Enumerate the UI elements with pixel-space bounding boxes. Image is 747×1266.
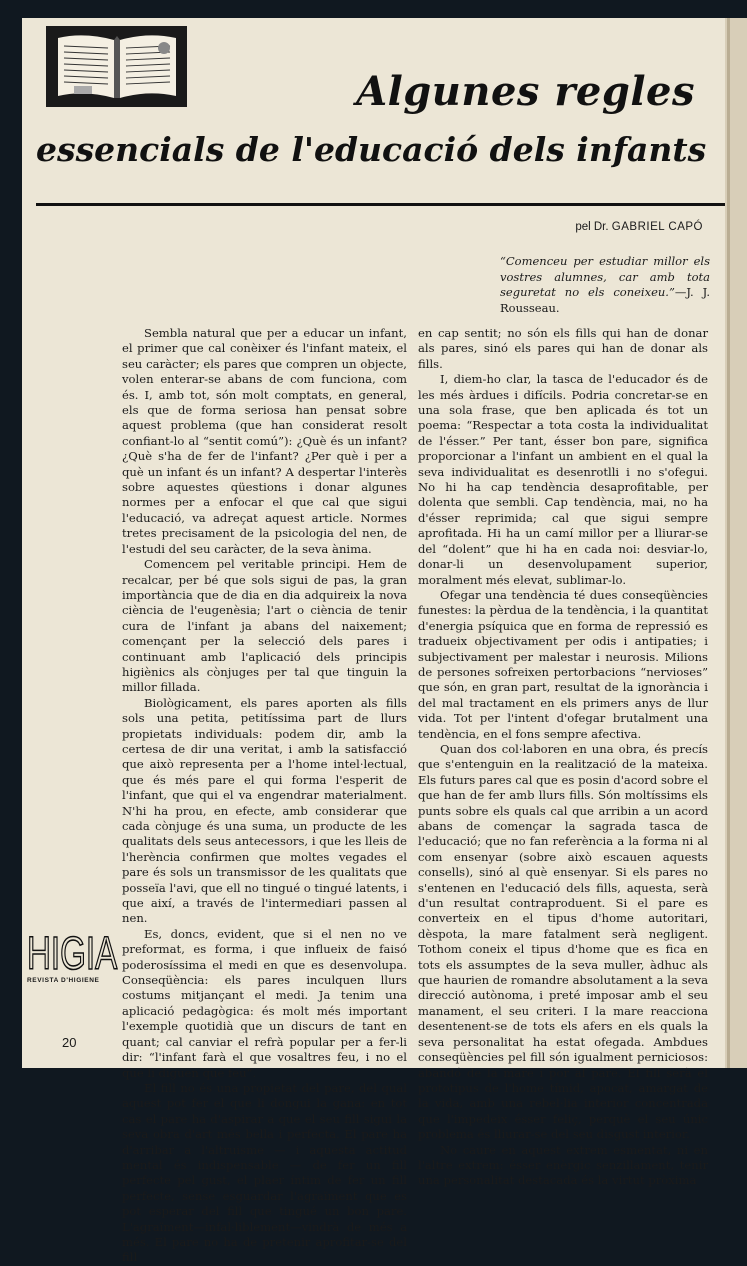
- author-byline: [575, 221, 703, 233]
- paragraph-continuation: en cap sentit; no són els fills qui han de donar als pares, sinó els pares qui han de donar als fills.: [418, 326, 708, 371]
- article-title-line-2: essencials de l'educació dels infants: [36, 130, 707, 169]
- title-rule: [36, 203, 726, 206]
- page-number: 20: [62, 1035, 77, 1050]
- paragraph: Ofegar una tendència té dues conseqüències funestes: la pèrdua de la tendència, i la quantitat d'energia psíquica que en forma de repressió es tradueix objectivament per odis i antipaties; i subjectivament per malestar i neurosis. Milions de persones sofreixen pertorbacions “nervioses” que són, en gran part, resultat de la ignorància i del mal tractament en els primers anys de llur vida. Tot per l'intent d'ofegar brutalment una tendència, en el fons sempre afectiva.: [418, 587, 708, 741]
- facing-page-edge: [725, 18, 747, 1068]
- paragraph: No caure en aquest extrem esmentat, ni en l'altre extrem: ésser enèrgic senzillament, tenir una personalitat destacada és la virtut pròxima: [418, 1142, 708, 1188]
- text-column-right: [418, 326, 708, 1189]
- author-prefix: pel Dr.: [575, 221, 609, 233]
- paragraph: Quan dos col·laboren en una obra, és precís que s'entenguin en la realització de la mateixa. Els futurs pares cal que es posin d'acord sobre el que han de fer amb llurs fills. Són moltíssims els punts sobre els quals cal que arribin a un acord abans de començar la sagrada tasca de l'educació; que no fan referència a la forma ni al com ensenyar (sobre això escauen aquests consells), sinó al què ensenyar. Si els pares no s'entenen en l'educació dels fills, aquesta, serà d'un resultat contraproduent. Si el pare es converteix en el tipus d'home autoritari, dèspota, la mare fatalment serà negligent. Tothom coneix el tipus d'home que es fica en tots els assumptes de la seva muller, àdhuc als que haurien de romandre absolutament a la seva direcció autònoma, i preté imposar amb el seu manament, el seu criteri. I la mare reacciona desentenent-se de tots els afers en els quals la seva personalitat ha estat ofegada. Ambdues conseqüències pel fill són igualment perniciosos: abandó de la mare i por al pare. El fill serà el prototipus de l'home tímid, apocat, amargat de la vida, amb una rebel·lia interior concentrada que l'impedeix ésser feliç, perquè el seu únic problema és lliurar-se del seu disgust interior.: [418, 741, 708, 1142]
- logo-subtitle: REVISTA D'HIGIENE: [27, 977, 100, 984]
- paragraph: Es, doncs, evident, que si el nen no ve preformat, es forma, i que influeix de faisó poderosíssima el medi en que es desenvolupa. Conseqüència: els pares inculquen llurs costums mitjançant el medi. Ja tenim una aplicació pedagògica: és molt més important l'exemple quotidià que un discurs de tant en quant; cal canviar el refrà popular per a fer-li dir: “l'infant farà el que vosaltres feu, i no el que li diguen que feu”.: [122, 926, 407, 1080]
- article-title-line-1: Algunes regles: [356, 68, 695, 115]
- logo-wordmark: HIGIA: [27, 927, 118, 979]
- epigraph-quote: “Comenceu per estudiar millor els vostres alumnes, car amb tota seguretat no els coneixeu.”: [500, 254, 710, 299]
- paragraph: Sembla natural que per a educar un infant, el primer que cal conèixer és l'infant mateix, el seu caràcter; els pares que compren un objecte, volen enterar-se abans de com funciona, com és. I, amb tot, són molt comptats, en general, els que de forma seriosa han pensat sobre aquest problema (que han considerat resolt confiant-lo al “sentit comú”): ¿Què és un infant? ¿Què s'ha de fer de l'infant? ¿Per què i per a què un infant és un infant? A despertar l'interès sobre aquestes qüestions i donar algunes normes per a enfocar el que cal que sigui l'educació, va adreçat aquest article. Normes tretes precisament de la psicologia del nen, de l'estudi del seu caràcter, de la seva ànima.: [122, 326, 407, 556]
- higia-logo: [27, 927, 118, 984]
- magazine-page: [22, 18, 725, 1265]
- paragraph: I, diem-ho clar, la tasca de l'educador és de les més àrdues i difícils. Podria concretar-se en una sola frase, que ben aplicada és tot un poema: “Respectar a tota costa la individualitat de l'ésser.” Per tant, ésser bon pare, significa proporcionar a l'infant un ambient en el qual la seva individualitat es desenrotlli i no s'ofegui. No hi ha cap tendència desaprofitable, per dolenta que sembli. Cap tendència, mai, no ha d'ésser reprimida; cal que sigui sempre aprofitada. Hi ha un camí millor per a lliurar-se del “dolent” que hi ha en cada noi: desviar-lo, donar-li un desenvolupament superior, moralment més elevat, sublimar-lo.: [418, 372, 708, 587]
- paragraph: Comencem pel veritable principi. Hem de recalcar, per bé que sols sigui de pas, la gran importància que de dia en dia adquireix la nova ciència de l'eugenèsia; l'art o ciència de tenir cura de l'infant ja abans del naixement; començant per la selecció dels pares i continuant amb l'aplicació dels principis higiènics als cònjuges per tal que tinguin la millor fillada.: [122, 557, 407, 695]
- epigraph-source: —J. J. Rousseau.: [500, 285, 711, 315]
- epigraph: [500, 254, 710, 316]
- paragraph: El fill no és una propietat del pare, del qual aquest pot fer el que li dongui la gana: en tot cas el pare ha d'aspirar a que el seu fill sigui la seva obra d'art més bella i perfecta. El pare ha d'arribar a l'altruisme — i aquesta actitud mental és indispensable — de fer un fill perfecte pel gust, el plaer íntim de fer un fill perfecte, sense esguardar l'agraïment que es pot esperar del fill que tingué un bon pare. L'agraïment—infal·liblement—vindrà de més a més. El pare no ha de pretenir aprofitar-se del fill: [122, 1080, 407, 1265]
- open-book-illustration: [44, 24, 189, 109]
- paragraph: Biològicament, els pares aporten als fills sols una petita, petitíssima part de llurs propietats individuals: podem dir, amb la certesa de dir una veritat, i amb la satisfacció que això representa per a l'home intel·lectual, que és més pare el qui forma l'esperit de l'infant, que qui el va engendrar materialment. N'hi ha prou, en efecte, amb considerar que cada cònjuge és una suma, un producte de les qualitats dels seus antecessors, i que les lleis de l'herència confirmen que moltes vegades el pare és sols un transmissor de les qualitats que posseïa l'avi, que ell no tingué o tingué latents, i que així, a través de l'intermediari passen al nen.: [122, 695, 407, 926]
- text-column-left: [122, 326, 407, 1266]
- author-name: GABRIEL CAPÓ: [611, 221, 703, 233]
